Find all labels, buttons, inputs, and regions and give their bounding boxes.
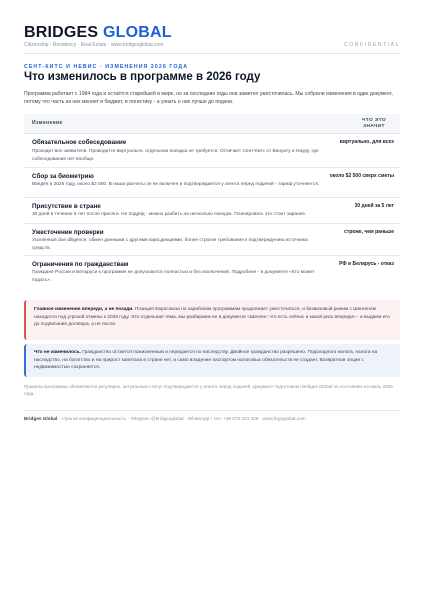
row-title: Обязательное собеседование [32,139,127,146]
column-header-meaning: ЧТО ЭТО ЗНАЧИТ [362,118,386,129]
info-callout-lead: Что не изменилось. [34,350,81,355]
table-header [24,114,400,134]
section-eyebrow: СЕНТ-КИТС И НЕВИС · ИЗМЕНЕНИЯ 2026 ГОДА [24,64,189,70]
intro-paragraph: Программа работает с 1984 года и остаётся старейшей в мире, но за последние годы она заметно ужесточилась. Мы собрали изменения в один документ, потому что часть из них меняет и бюджет, и логистику - а узнать о них лучше до подачи. [24,91,393,105]
row-description: Усиленный due diligence, обмен данными с другими юрисдикциями, более строгие требования к подтверждению источника средств. [32,238,308,251]
table-row [24,168,400,198]
table-row [24,224,400,256]
info-callout [24,344,400,377]
row-title: Присутствие в стране [32,203,101,210]
warning-callout [24,300,400,340]
table-row [24,256,400,288]
header-divider [24,53,400,54]
table-row [24,134,400,168]
row-description: 30 дней в течение 5 лет после присяги. Не подряд - можно разбить на несколько поездок. Планировать это стоит заранее. [32,212,307,217]
row-description: Проходит все заявители. Проводится виртуально, отдельная поездка не требуется. Отличает Сент-Китс от Вануату и Науру, где собеседования нет вообще. [32,149,319,162]
brand-tagline: Citizenship · Residency · Real Estate · www.bridgesglobal.com [24,42,164,48]
column-header-change: Изменение [32,120,63,126]
footnote: Правила программы обновляются регулярно, актуальный статус подтверждается у агента перед подачей. Документ подготовлен Bridges Global по состоянию на июль 2026 года. [24,384,393,396]
row-meaning: строже, чем раньше [344,229,394,235]
confidential-label: CONFIDENTIAL [343,42,400,48]
row-title: Сбор за биометрию [32,173,94,180]
row-meaning: 30 дней за 5 лет [354,203,394,209]
row-description: Граждане России и Беларуси к программе не допускаются полностью и без исключений. Подробнее - в документе «Кто может подать». [32,270,315,283]
footer-brand: Bridges Global [24,416,58,421]
changes-table [24,114,400,288]
row-meaning: около $2 500 сверх сметы [329,173,394,179]
row-meaning: РФ и Беларусь - отказ [339,261,394,267]
page-header [24,24,400,48]
page-footer [24,416,400,421]
row-description: Введён в 2026 году, около $2 500. В наши расчеты он не включен и подтверждается у агента перед подачей - тариф уточняется. [32,182,320,187]
brand-name-accent: GLOBAL [102,24,172,41]
table-row [24,198,400,224]
footer-divider [24,410,400,411]
warning-callout-body: Позиция Евросоюза по карибским программам продолжает ужесточаться, и безвизовый режим с Шенгеном находится под угрозой отмены к 2028 году. Это отдельная тема, мы разбираем ее в документе «Шенген: что есть сейчас и какой риск впереди» - и выдаем его до подписания договора, а не после. [34,307,390,328]
brand-logo [24,24,400,42]
footer-contacts: · строгая конфиденциальность · Telegram @bridgesglobal · WhatsApp / тел: +36 670 421 328 · www.brgsglobal.com [57,416,306,421]
row-title: Ужесточение проверки [32,229,104,236]
row-meaning: виртуально, для всех [339,139,394,145]
page-title: Что изменилось в программе в 2026 году [24,71,261,83]
info-callout-body: Гражданство остается пожизненным и передается по наследству. Двойное гражданство разрешено. Подоходного налога, налога на наследство, на богатство и на прирост капитала в стране нет, и само владение паспортом налоговых обязательств не создает. Возвратная опция с недвижимостью сохраняется. [34,350,378,371]
brand-name-main: BRIDGES [24,24,99,41]
warning-callout-text [34,306,392,329]
row-title: Ограничения по гражданствам [32,261,129,268]
warning-callout-lead: Главное изменение впереди, а не позади. [34,307,134,312]
info-callout-text [34,349,392,372]
